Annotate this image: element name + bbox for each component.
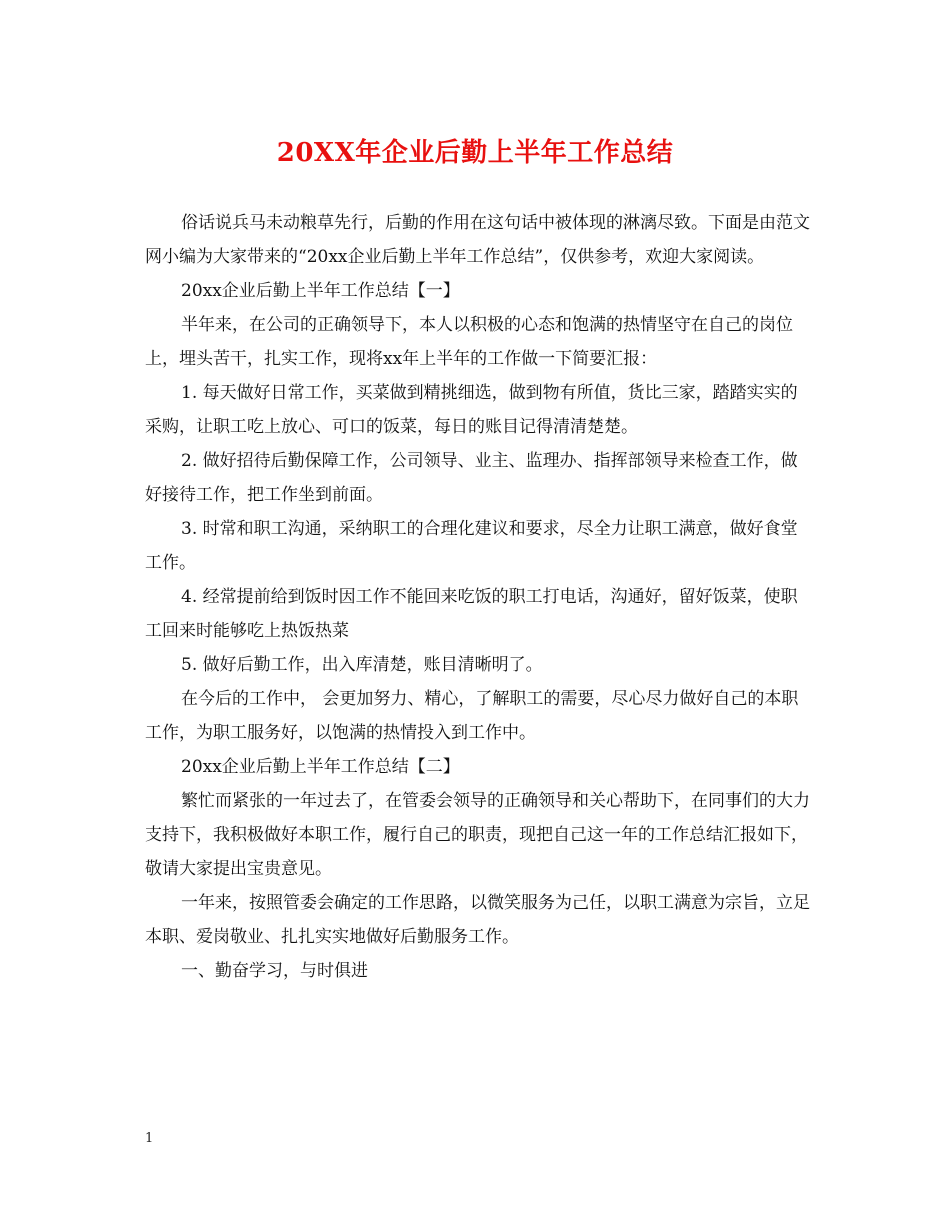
list-item: 2. 做好招待后勤保障工作，公司领导、业主、监理办、指挥部领导来检查工作，做好接待工作，把工作坐到前面。 [145, 451, 798, 505]
subsection-heading: 一、勤奋学习，与时俱进 [181, 961, 368, 981]
page-number: 1 [145, 1131, 154, 1146]
body-paragraph: 在今后的工作中， 会更加努力、精心，了解职工的需要，尽心尽力做好自己的本职工作，为职工服务好，以饱满的热情投入到工作中。 [145, 689, 799, 743]
section-heading-two: 20xx企业后勤上半年工作总结【二】 [181, 757, 460, 777]
list-item: 3. 时常和职工沟通，采纳职工的合理化建议和要求，尽全力让职工满意，做好食堂工作。 [145, 519, 798, 573]
body-paragraph: 繁忙而紧张的一年过去了，在管委会领导的正确领导和关心帮助下，在同事们的大力支持下，我积极做好本职工作，履行自己的职责，现把自己这一年的工作总结汇报如下，敬请大家提出宝贵意见。 [145, 791, 810, 879]
list-item: 5. 做好后勤工作，出入库清楚，账目清晰明了。 [181, 655, 543, 675]
section-heading-one: 20xx企业后勤上半年工作总结【一】 [181, 281, 460, 301]
body-paragraph: 半年来，在公司的正确领导下，本人以积极的心态和饱满的热情坚守在自己的岗位上，埋头苦干，扎实工作，现将xx年上半年的工作做一下简要汇报： [145, 315, 793, 369]
intro-paragraph: 俗话说兵马未动粮草先行，后勤的作用在这句话中被体现的淋漓尽致。下面是由范文网小编为大家带来的“20xx企业后勤上半年工作总结”，仅供参考，欢迎大家阅读。 [145, 213, 810, 267]
list-item: 1. 每天做好日常工作，买菜做到精挑细选，做到物有所值，货比三家，踏踏实实的采购，让职工吃上放心、可口的饭菜，每日的账目记得清清楚楚。 [145, 383, 798, 437]
body-paragraph: 一年来，按照管委会确定的工作思路，以微笑服务为己任，以职工满意为宗旨，立足本职、爱岗敬业、扎扎实实地做好后勤服务工作。 [145, 893, 810, 947]
document-body [145, 206, 810, 988]
document-title: 20XX年企业后勤上半年工作总结 [276, 138, 674, 168]
list-item: 4. 经常提前给到饭时因工作不能回来吃饭的职工打电话，沟通好，留好饭菜，使职工回来时能够吃上热饭热菜 [145, 587, 798, 641]
